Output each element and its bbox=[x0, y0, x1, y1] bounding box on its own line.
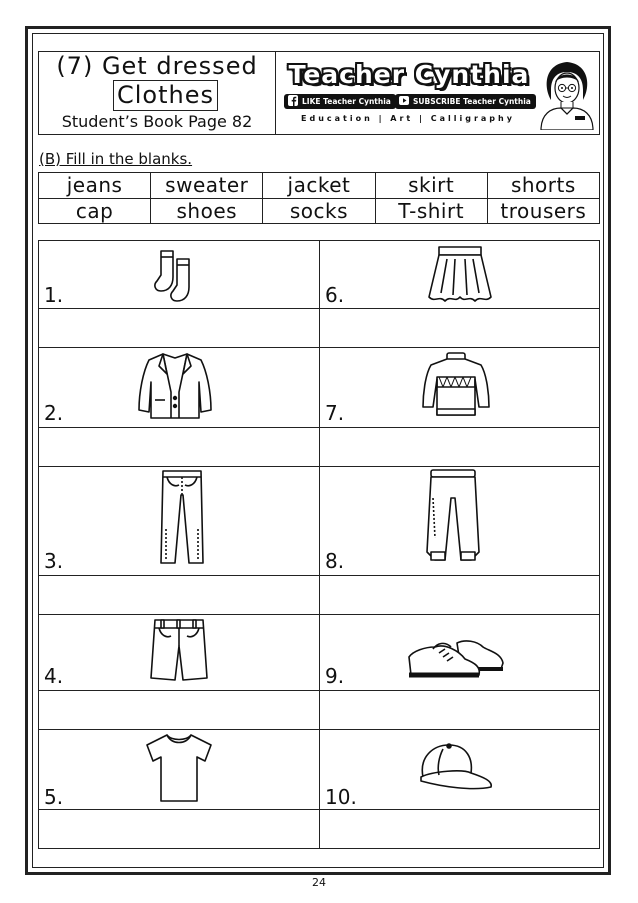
brand-tagline: Education | Art | Calligraphy bbox=[301, 114, 515, 123]
word-cell: cap bbox=[39, 198, 151, 224]
word-cell: T-shirt bbox=[375, 198, 487, 224]
jacket-icon bbox=[137, 352, 213, 420]
cap-icon bbox=[413, 737, 495, 797]
answer-blank-1[interactable] bbox=[39, 308, 319, 347]
tshirt-icon bbox=[143, 731, 215, 803]
brand-logo: Teacher Cynthia bbox=[288, 60, 530, 89]
teacher-avatar-icon bbox=[537, 56, 597, 130]
answer-blank-2[interactable] bbox=[39, 427, 319, 466]
title-panel bbox=[39, 52, 276, 134]
book-page-ref: Student’s Book Page 82 bbox=[61, 112, 253, 131]
item-number: 1. bbox=[44, 283, 64, 307]
item-number: 5. bbox=[44, 785, 64, 809]
answer-blank-6[interactable] bbox=[320, 308, 600, 347]
word-cell: shoes bbox=[151, 198, 263, 224]
youtube-play-icon bbox=[399, 95, 409, 106]
answer-blank-9[interactable] bbox=[320, 690, 600, 729]
word-cell: jeans bbox=[39, 173, 151, 199]
answer-blank-4[interactable] bbox=[39, 690, 319, 729]
item-number: 3. bbox=[44, 549, 64, 573]
worksheet-title: (7) Get dressed bbox=[56, 52, 258, 80]
worksheet-subtitle: Clothes bbox=[113, 80, 218, 111]
row-divider bbox=[39, 347, 599, 348]
youtube-subscribe-badge bbox=[395, 94, 536, 109]
trousers-icon bbox=[423, 468, 483, 566]
like-label: LIKE Teacher Cynthia bbox=[302, 97, 391, 106]
exercise-grid bbox=[38, 240, 600, 849]
subscribe-label: SUBSCRIBE Teacher Cynthia bbox=[413, 97, 531, 106]
jeans-icon bbox=[157, 469, 207, 567]
socks-icon bbox=[153, 247, 203, 303]
header-box bbox=[38, 51, 600, 135]
item-number: 2. bbox=[44, 401, 64, 425]
shoes-icon bbox=[405, 633, 509, 683]
answer-blank-3[interactable] bbox=[39, 575, 319, 614]
row-divider bbox=[39, 614, 599, 615]
word-bank bbox=[38, 172, 600, 224]
page-number: 24 bbox=[312, 876, 326, 889]
word-cell: socks bbox=[263, 198, 375, 224]
word-cell: trousers bbox=[487, 198, 599, 224]
row-divider bbox=[39, 466, 599, 467]
word-cell: jacket bbox=[263, 173, 375, 199]
facebook-like-badge bbox=[284, 94, 396, 109]
shorts-icon bbox=[149, 618, 209, 682]
word-cell: sweater bbox=[151, 173, 263, 199]
item-number: 8. bbox=[325, 549, 345, 573]
item-number: 6. bbox=[325, 283, 345, 307]
item-number: 4. bbox=[44, 664, 64, 688]
answer-blank-7[interactable] bbox=[320, 427, 600, 466]
word-cell: shorts bbox=[487, 173, 599, 199]
facebook-icon bbox=[288, 95, 298, 106]
skirt-icon bbox=[425, 245, 495, 305]
word-cell: skirt bbox=[375, 173, 487, 199]
section-label: (B) Fill in the blanks. bbox=[39, 150, 193, 168]
answer-blank-8[interactable] bbox=[320, 575, 600, 614]
sweater-icon bbox=[419, 351, 493, 419]
item-number: 7. bbox=[325, 401, 345, 425]
word-bank-row bbox=[39, 173, 600, 199]
word-bank-row bbox=[39, 198, 600, 224]
answer-blank-10[interactable] bbox=[320, 809, 600, 848]
item-number: 10. bbox=[325, 785, 357, 809]
answer-blank-5[interactable] bbox=[39, 809, 319, 848]
item-number: 9. bbox=[325, 664, 345, 688]
row-divider bbox=[39, 729, 599, 730]
